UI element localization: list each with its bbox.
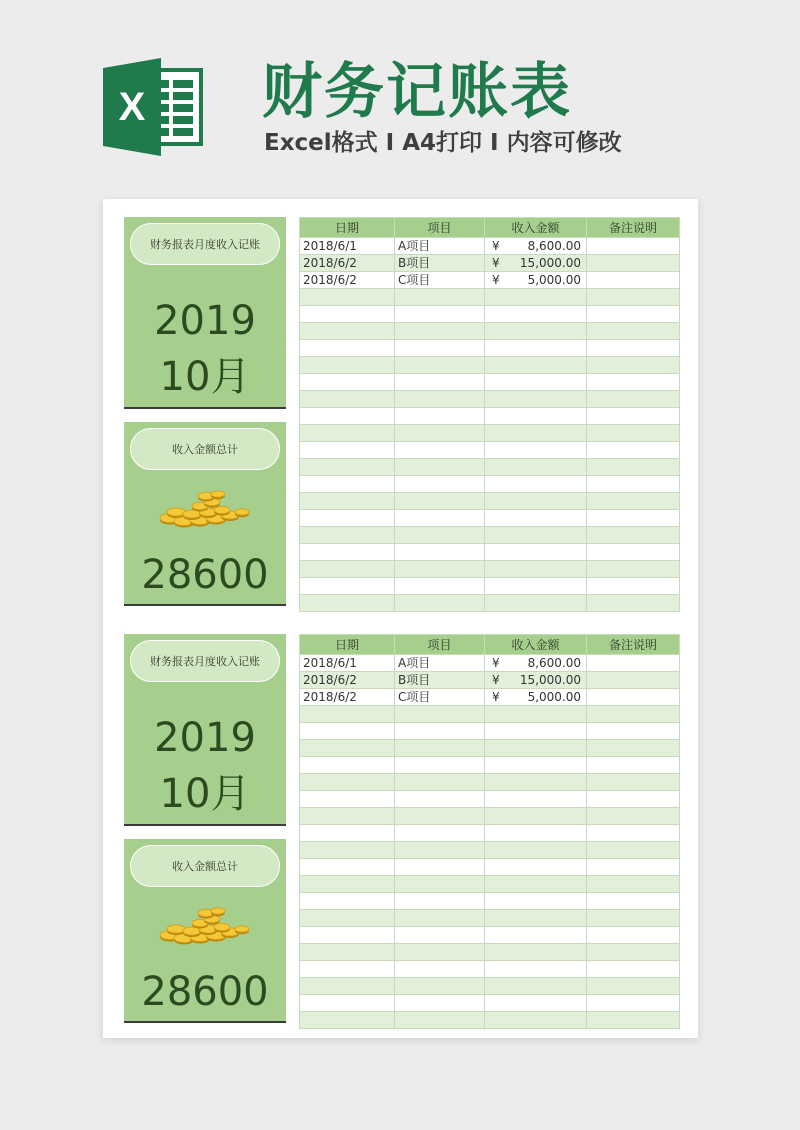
period-panel: [124, 634, 286, 826]
table-row: [300, 442, 680, 459]
table-cell[interactable]: [300, 961, 395, 978]
table-row: [300, 272, 680, 289]
table-cell[interactable]: [587, 757, 680, 774]
table-cell[interactable]: [485, 493, 587, 510]
table-cell[interactable]: [395, 289, 485, 306]
table-cell[interactable]: [300, 1012, 395, 1029]
table-cell[interactable]: [395, 595, 485, 612]
table-cell[interactable]: [587, 910, 680, 927]
table-cell[interactable]: [395, 978, 485, 995]
column-header: 日期: [300, 635, 395, 655]
table-cell[interactable]: [587, 340, 680, 357]
table-cell[interactable]: [300, 544, 395, 561]
column-header: 备注说明: [587, 218, 680, 238]
table-cell[interactable]: [485, 374, 587, 391]
table-cell[interactable]: C项目: [395, 689, 485, 706]
table-cell[interactable]: [485, 255, 587, 272]
amount-value: 8,600.00: [527, 655, 581, 670]
table-cell[interactable]: [587, 323, 680, 340]
table-row: [300, 757, 680, 774]
table-cell[interactable]: [587, 944, 680, 961]
amount-value: 5,000.00: [527, 272, 581, 287]
total-panel: [124, 422, 286, 606]
svg-text:X: X: [118, 85, 146, 129]
table-cell[interactable]: [587, 961, 680, 978]
table-cell[interactable]: [300, 995, 395, 1012]
table-cell[interactable]: [587, 272, 680, 289]
table-row: [300, 655, 680, 672]
table-cell[interactable]: [395, 774, 485, 791]
table-cell[interactable]: [395, 357, 485, 374]
amount-value: 8,600.00: [527, 238, 581, 253]
table-row: [300, 408, 680, 425]
table-cell[interactable]: [587, 842, 680, 859]
table-cell[interactable]: [587, 578, 680, 595]
table-cell[interactable]: [485, 961, 587, 978]
table-cell[interactable]: [395, 740, 485, 757]
table-cell[interactable]: [300, 442, 395, 459]
income-table: [299, 634, 680, 1029]
gold-coins-icon: [156, 905, 252, 947]
table-cell[interactable]: [587, 774, 680, 791]
table-cell[interactable]: A项目: [395, 238, 485, 255]
table-row: [300, 672, 680, 689]
table-cell[interactable]: [587, 391, 680, 408]
table-cell[interactable]: 2018/6/2: [300, 689, 395, 706]
table-cell[interactable]: B项目: [395, 255, 485, 272]
table-cell[interactable]: [485, 927, 587, 944]
currency-symbol: ¥: [492, 689, 500, 704]
table-cell[interactable]: [300, 859, 395, 876]
table-cell[interactable]: [485, 289, 587, 306]
table-cell[interactable]: [485, 757, 587, 774]
table-cell[interactable]: 2018/6/1: [300, 655, 395, 672]
table-cell[interactable]: [587, 706, 680, 723]
table-cell[interactable]: [587, 425, 680, 442]
table-cell[interactable]: [300, 340, 395, 357]
table-cell[interactable]: [485, 723, 587, 740]
table-cell[interactable]: [587, 289, 680, 306]
table-cell[interactable]: [300, 595, 395, 612]
table-cell[interactable]: [300, 391, 395, 408]
table-cell[interactable]: [587, 306, 680, 323]
table-cell[interactable]: 2018/6/2: [300, 255, 395, 272]
table-cell[interactable]: [300, 910, 395, 927]
table-row: [300, 561, 680, 578]
table-row: [300, 689, 680, 706]
table-cell[interactable]: [485, 272, 587, 289]
table-cell[interactable]: [587, 740, 680, 757]
table-cell[interactable]: [587, 561, 680, 578]
table-cell[interactable]: [395, 527, 485, 544]
table-row: [300, 289, 680, 306]
table-cell[interactable]: [300, 791, 395, 808]
table-cell[interactable]: A项目: [395, 655, 485, 672]
table-cell[interactable]: [300, 323, 395, 340]
table-cell[interactable]: [485, 527, 587, 544]
table-cell[interactable]: [587, 544, 680, 561]
table-cell[interactable]: [395, 374, 485, 391]
table-row: [300, 357, 680, 374]
table-cell[interactable]: [485, 740, 587, 757]
table-cell[interactable]: [485, 442, 587, 459]
table-cell[interactable]: [587, 527, 680, 544]
table-cell[interactable]: [485, 391, 587, 408]
table-cell[interactable]: [587, 255, 680, 272]
table-row: [300, 578, 680, 595]
table-row: [300, 961, 680, 978]
table-cell[interactable]: [395, 476, 485, 493]
column-header: 备注说明: [587, 635, 680, 655]
table-cell[interactable]: [485, 1012, 587, 1029]
table-cell[interactable]: [300, 757, 395, 774]
table-cell[interactable]: [587, 723, 680, 740]
table-cell[interactable]: [395, 544, 485, 561]
table-cell[interactable]: [300, 425, 395, 442]
table-cell[interactable]: [587, 493, 680, 510]
table-row: [300, 459, 680, 476]
table-row: [300, 476, 680, 493]
table-row: [300, 893, 680, 910]
period-panel: [124, 217, 286, 409]
page-subtitle: Excel格式 I A4打印 I 内容可修改: [264, 130, 622, 156]
table-cell[interactable]: [300, 578, 395, 595]
table-row: [300, 340, 680, 357]
table-row: [300, 808, 680, 825]
table-cell[interactable]: [485, 561, 587, 578]
table-cell[interactable]: [395, 706, 485, 723]
amount-value: 5,000.00: [527, 689, 581, 704]
table-cell[interactable]: [395, 842, 485, 859]
table-cell[interactable]: [300, 825, 395, 842]
table-cell[interactable]: [485, 689, 587, 706]
table-cell[interactable]: [395, 578, 485, 595]
table-cell[interactable]: [485, 357, 587, 374]
table-header-row: [300, 635, 680, 655]
total-amount: 28600: [141, 552, 269, 598]
table-cell[interactable]: [300, 740, 395, 757]
table-cell[interactable]: [395, 1012, 485, 1029]
table-cell[interactable]: [485, 238, 587, 255]
table-cell[interactable]: [395, 723, 485, 740]
currency-symbol: ¥: [492, 238, 500, 253]
report-title-badge: 财务报表月度收入记账: [130, 223, 280, 265]
table-cell[interactable]: [300, 493, 395, 510]
table-cell[interactable]: [587, 995, 680, 1012]
currency-symbol: ¥: [492, 672, 500, 687]
table-row: [300, 255, 680, 272]
table-cell[interactable]: [485, 595, 587, 612]
table-cell[interactable]: [485, 995, 587, 1012]
total-label-badge: 收入金额总计: [130, 428, 280, 470]
table-cell[interactable]: [395, 493, 485, 510]
table-cell[interactable]: [587, 595, 680, 612]
table-cell[interactable]: [395, 323, 485, 340]
table-cell[interactable]: [485, 791, 587, 808]
currency-symbol: ¥: [492, 255, 500, 270]
table-cell[interactable]: [485, 706, 587, 723]
amount-value: 15,000.00: [519, 255, 581, 270]
table-row: [300, 944, 680, 961]
table-cell[interactable]: [485, 842, 587, 859]
table-cell[interactable]: [587, 689, 680, 706]
table-row: [300, 374, 680, 391]
table-row: [300, 927, 680, 944]
table-cell[interactable]: 2018/6/1: [300, 238, 395, 255]
table-cell[interactable]: [300, 408, 395, 425]
table-row: [300, 842, 680, 859]
column-header: 项目: [395, 635, 485, 655]
table-cell[interactable]: 2018/6/2: [300, 272, 395, 289]
table-cell[interactable]: [587, 374, 680, 391]
table-cell[interactable]: [587, 859, 680, 876]
table-row: [300, 595, 680, 612]
table-cell[interactable]: [300, 723, 395, 740]
table-cell[interactable]: [395, 825, 485, 842]
table-cell[interactable]: [300, 927, 395, 944]
table-row: [300, 391, 680, 408]
column-header: 收入金额: [485, 218, 587, 238]
column-header: 日期: [300, 218, 395, 238]
table-cell[interactable]: [395, 459, 485, 476]
table-cell[interactable]: [485, 774, 587, 791]
table-cell[interactable]: [395, 876, 485, 893]
table-row: [300, 723, 680, 740]
table-cell[interactable]: [485, 876, 587, 893]
table-row: [300, 978, 680, 995]
table-row: [300, 859, 680, 876]
table-row: [300, 1012, 680, 1029]
table-row: [300, 740, 680, 757]
table-cell[interactable]: [300, 510, 395, 527]
table-cell[interactable]: [485, 655, 587, 672]
table-cell[interactable]: [395, 961, 485, 978]
table-cell[interactable]: [587, 927, 680, 944]
column-header: 项目: [395, 218, 485, 238]
table-cell[interactable]: [587, 238, 680, 255]
table-row: [300, 825, 680, 842]
table-cell[interactable]: [485, 306, 587, 323]
table-cell[interactable]: [395, 442, 485, 459]
table-row: [300, 876, 680, 893]
table-cell[interactable]: [395, 408, 485, 425]
table-cell[interactable]: [300, 774, 395, 791]
table-cell[interactable]: [485, 672, 587, 689]
table-cell[interactable]: 2018/6/2: [300, 672, 395, 689]
table-cell[interactable]: [587, 825, 680, 842]
table-row: [300, 995, 680, 1012]
total-label-badge: 收入金额总计: [130, 845, 280, 887]
table-cell[interactable]: [587, 510, 680, 527]
table-cell[interactable]: [587, 791, 680, 808]
table-row: [300, 238, 680, 255]
table-row: [300, 791, 680, 808]
table-cell[interactable]: [587, 893, 680, 910]
table-cell[interactable]: [485, 978, 587, 995]
total-amount: 28600: [141, 969, 269, 1015]
table-cell[interactable]: [485, 910, 587, 927]
table-cell[interactable]: [485, 340, 587, 357]
table-row: [300, 910, 680, 927]
table-cell[interactable]: [395, 425, 485, 442]
table-cell[interactable]: [485, 825, 587, 842]
table-cell[interactable]: [587, 442, 680, 459]
table-cell[interactable]: [300, 944, 395, 961]
table-cell[interactable]: [300, 476, 395, 493]
table-cell[interactable]: [395, 859, 485, 876]
table-cell[interactable]: [587, 476, 680, 493]
table-cell[interactable]: [300, 289, 395, 306]
table-cell[interactable]: [485, 808, 587, 825]
table-cell[interactable]: [587, 408, 680, 425]
table-cell[interactable]: [587, 808, 680, 825]
table-cell[interactable]: [485, 323, 587, 340]
table-cell[interactable]: [587, 978, 680, 995]
table-row: [300, 527, 680, 544]
table-cell[interactable]: [300, 706, 395, 723]
currency-symbol: ¥: [492, 272, 500, 287]
ledger-section: [103, 199, 698, 598]
column-header: 收入金额: [485, 635, 587, 655]
table-cell[interactable]: [395, 910, 485, 927]
amount-value: 15,000.00: [519, 672, 581, 687]
table-cell[interactable]: [587, 672, 680, 689]
income-table: [299, 217, 680, 612]
table-row: [300, 706, 680, 723]
table-row: [300, 510, 680, 527]
table-header-row: [300, 218, 680, 238]
table-cell[interactable]: [485, 544, 587, 561]
table-cell[interactable]: B项目: [395, 672, 485, 689]
table-cell[interactable]: [395, 391, 485, 408]
table-cell[interactable]: [485, 459, 587, 476]
table-row: [300, 493, 680, 510]
table-cell[interactable]: [395, 306, 485, 323]
table-cell[interactable]: [395, 808, 485, 825]
gold-coins-icon: [156, 488, 252, 530]
table-row: [300, 306, 680, 323]
table-cell[interactable]: [395, 757, 485, 774]
period-year: 2019: [154, 298, 256, 344]
excel-logo-icon: [103, 58, 205, 156]
table-cell[interactable]: [300, 527, 395, 544]
page-title: 财务记账表: [262, 57, 572, 127]
ledger-sheet: [103, 199, 698, 1038]
total-panel: [124, 839, 286, 1023]
table-cell[interactable]: [300, 306, 395, 323]
table-cell[interactable]: [485, 578, 587, 595]
report-title-badge: 财务报表月度收入记账: [130, 640, 280, 682]
currency-symbol: ¥: [492, 655, 500, 670]
table-cell[interactable]: [300, 893, 395, 910]
table-cell[interactable]: [300, 561, 395, 578]
table-cell[interactable]: [395, 893, 485, 910]
table-cell[interactable]: [300, 876, 395, 893]
table-cell[interactable]: [587, 357, 680, 374]
table-cell[interactable]: [485, 893, 587, 910]
table-cell[interactable]: [300, 842, 395, 859]
table-cell[interactable]: [300, 374, 395, 391]
table-cell[interactable]: [485, 944, 587, 961]
table-cell[interactable]: [395, 944, 485, 961]
table-cell[interactable]: [300, 978, 395, 995]
table-cell[interactable]: [300, 808, 395, 825]
table-cell[interactable]: [395, 791, 485, 808]
table-row: [300, 774, 680, 791]
table-cell[interactable]: [587, 459, 680, 476]
table-cell[interactable]: [485, 510, 587, 527]
table-row: [300, 544, 680, 561]
ledger-section: [103, 616, 698, 1015]
period-month: 10月: [159, 771, 251, 817]
table-cell[interactable]: [485, 476, 587, 493]
table-cell[interactable]: [485, 408, 587, 425]
table-cell[interactable]: C项目: [395, 272, 485, 289]
period-month: 10月: [159, 354, 251, 400]
table-cell[interactable]: [395, 340, 485, 357]
table-cell[interactable]: [395, 995, 485, 1012]
table-cell[interactable]: [485, 859, 587, 876]
table-row: [300, 425, 680, 442]
table-cell[interactable]: [485, 425, 587, 442]
table-cell[interactable]: [587, 1012, 680, 1029]
table-cell[interactable]: [300, 357, 395, 374]
table-cell[interactable]: [587, 655, 680, 672]
table-cell[interactable]: [300, 459, 395, 476]
table-cell[interactable]: [395, 927, 485, 944]
table-cell[interactable]: [587, 876, 680, 893]
table-cell[interactable]: [395, 510, 485, 527]
period-year: 2019: [154, 715, 256, 761]
table-row: [300, 323, 680, 340]
table-cell[interactable]: [395, 561, 485, 578]
